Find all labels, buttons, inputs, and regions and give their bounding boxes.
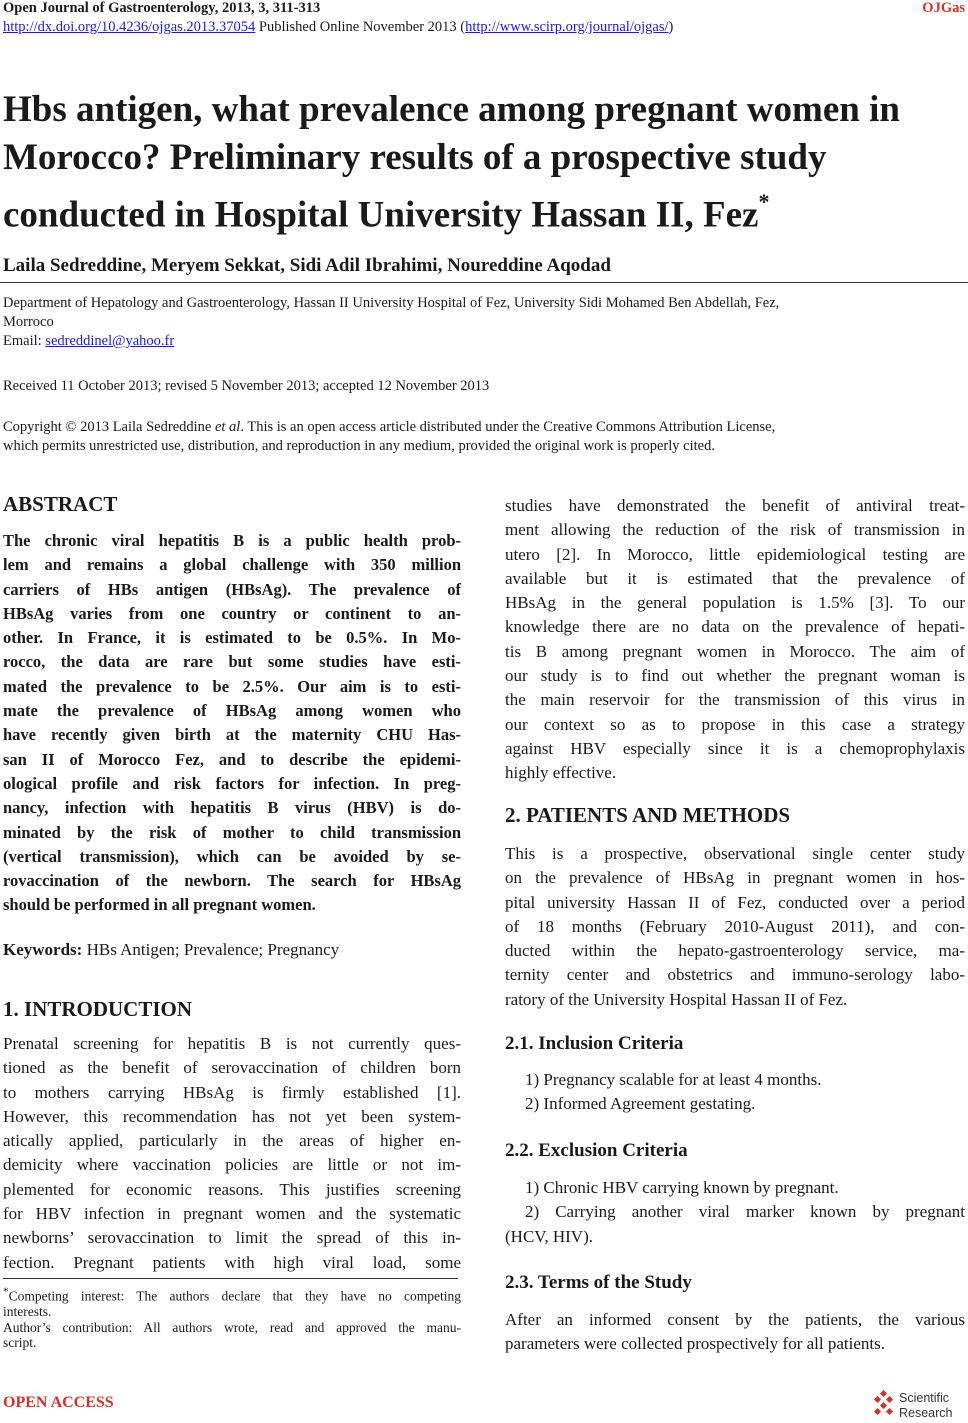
exclusion-heading: 2.2. Exclusion Criteria bbox=[505, 1140, 688, 1161]
terms-body bbox=[505, 1308, 965, 1357]
title-line: Hbs antigen, what prevalence among pregnant women in bbox=[3, 89, 900, 130]
paren-close: ) bbox=[668, 19, 674, 35]
intro-line: knowledge there are no data on the prevalence of hepati- bbox=[505, 617, 965, 637]
intro-line: our context so as to propose in this case a strategy bbox=[505, 714, 965, 734]
footnote-mark: * bbox=[3, 1286, 9, 1298]
doi-line bbox=[3, 19, 673, 36]
abstract-line: The chronic viral hepatitis B is a public health prob- bbox=[3, 531, 461, 550]
email-line bbox=[3, 332, 779, 351]
footnotes bbox=[3, 1285, 461, 1351]
footnote-divider bbox=[3, 1278, 458, 1279]
abstract-line: minated by the risk of mother to child transmission bbox=[3, 822, 461, 842]
intro-line: our study is to find out whether the pregnant woman is bbox=[505, 666, 965, 686]
affiliation bbox=[3, 294, 779, 351]
copyright-line bbox=[3, 418, 775, 437]
exclusion-item: 1) Chronic HBV carrying known by pregnant. bbox=[525, 1178, 839, 1197]
keywords-text: HBs Antigen; Prevalence; Pregnancy bbox=[82, 940, 340, 959]
intro-line: HBsAg in the general population is 1.5% [3]. To our bbox=[505, 593, 965, 613]
methods-line: of 18 months (February 2010-August 2011), and con- bbox=[505, 916, 965, 936]
title-footnote-mark: * bbox=[758, 189, 770, 214]
journal-citation: Open Journal of Gastroenterology, 2013, 3, 311-313 bbox=[3, 0, 321, 16]
exclusion-item: 2) Carrying another viral marker known by pregnant bbox=[525, 1202, 965, 1222]
intro-line: However, this recommendation has not yet been system- bbox=[3, 1106, 461, 1126]
intro-line: newborns’ serovaccination to limit the spread of this in- bbox=[3, 1228, 461, 1248]
intro-line: the main reservoir for the transmission of this virus in bbox=[505, 690, 965, 710]
abstract-line: should be performed in all pregnant women. bbox=[3, 895, 316, 915]
abstract-line: mate the prevalence of HBsAg among women who bbox=[3, 701, 461, 721]
article-title bbox=[3, 86, 963, 239]
introduction-body bbox=[3, 1032, 461, 1275]
affiliation-line: Morroco bbox=[3, 314, 54, 330]
received-dates: Received 11 October 2013; revised 5 November 2013; accepted 12 November 2013 bbox=[3, 378, 490, 394]
inclusion-heading: 2.1. Inclusion Criteria bbox=[505, 1033, 684, 1054]
scientific-research-logo bbox=[872, 1388, 964, 1420]
intro-line: available but it is estimated that the prevalence of bbox=[505, 568, 965, 588]
abstract-line: ological profile and risk factors for infection. In preg- bbox=[3, 773, 461, 793]
introduction-continued bbox=[505, 494, 965, 786]
abstract-body bbox=[3, 529, 461, 918]
copyright-notice bbox=[3, 418, 775, 456]
copyright-text: Copyright © 2013 Laila Sedreddine bbox=[3, 419, 215, 435]
methods-line: ternity center and obstetrics and immuno-serology labo- bbox=[505, 965, 965, 985]
intro-line: highly effective. bbox=[505, 763, 617, 783]
publisher-logo-icon bbox=[872, 1388, 964, 1420]
title-line bbox=[3, 182, 963, 239]
abstract-line: rovaccination of the newborn. The search for HBsAg bbox=[3, 871, 461, 891]
open-access-label: OPEN ACCESS bbox=[3, 1394, 114, 1411]
footnote-line bbox=[3, 1285, 461, 1304]
title-line-text: conducted in Hospital University Hassan II, Fez bbox=[3, 194, 759, 236]
journal-url-link[interactable]: http://www.scirp.org/journal/ojgas/ bbox=[465, 19, 669, 35]
affiliation-line: Department of Hepatology and Gastroenterology, Hassan II University Hospital of Fez, University Sidi Mohamed Ben Abdellah, Fez, bbox=[3, 295, 780, 311]
intro-line: utero [2]. In Morocco, little epidemiological testing are bbox=[505, 544, 965, 564]
methods-heading: 2. PATIENTS AND METHODS bbox=[505, 803, 791, 827]
footnote-text: Competing interest: The authors declare that they have no competing bbox=[8, 1288, 461, 1304]
intro-line: Prenatal screening for hepatitis B is not currently ques- bbox=[3, 1034, 461, 1053]
footnote-line: script. bbox=[3, 1335, 37, 1350]
exclusion-list bbox=[505, 1176, 965, 1249]
exclusion-item-continued: (HCV, HIV). bbox=[505, 1226, 593, 1246]
intro-line: atically applied, particularly in the areas of higher en- bbox=[3, 1131, 461, 1151]
intro-line: for HBV infection in pregnant women and the systematic bbox=[3, 1204, 461, 1224]
terms-line: After an informed consent by the patients, the various bbox=[505, 1310, 965, 1329]
abstract-line: rocco, the data are rare but some studies have esti- bbox=[3, 652, 461, 672]
methods-line: pital university Hassan II of Fez, conducted over a period bbox=[505, 892, 965, 912]
title-line: Morocco? Preliminary results of a prospective study bbox=[3, 137, 827, 178]
author-list: Laila Sedreddine, Meryem Sekkat, Sidi Adil Ibrahimi, Noureddine Aqodad bbox=[3, 255, 611, 276]
methods-body bbox=[505, 842, 965, 1012]
intro-line: fection. Pregnant patients with high viral load, some bbox=[3, 1252, 461, 1272]
journal-abbreviation: OJGas bbox=[922, 0, 965, 16]
footnote-line: interests. bbox=[3, 1304, 52, 1319]
methods-line: ducted within the hepato-gastroenterology service, ma- bbox=[505, 941, 965, 961]
inclusion-item: 2) Informed Agreement gestating. bbox=[525, 1094, 756, 1114]
published-text: Published Online November 2013 ( bbox=[255, 19, 466, 35]
keywords bbox=[3, 938, 461, 962]
footnote-line: Author’s contribution: All authors wrote, read and approved the manu- bbox=[3, 1319, 461, 1335]
methods-line: on the prevalence of HBsAg in pregnant women in hos- bbox=[505, 868, 965, 888]
keywords-label: Keywords: bbox=[3, 940, 83, 959]
email-label: Email: bbox=[3, 333, 46, 349]
inclusion-list bbox=[505, 1068, 965, 1117]
methods-line: This is a prospective, observational single center study bbox=[505, 844, 965, 863]
intro-line: ment allowing the reduction of the risk of transmission in bbox=[505, 520, 965, 540]
intro-line: against HBV especially since it is a chemoprophylaxis bbox=[505, 738, 965, 758]
terms-line: parameters were collected prospectively for all patients. bbox=[505, 1334, 885, 1354]
copyright-etal: et al bbox=[214, 419, 241, 435]
abstract-line: lem and remains a global challenge with 350 million bbox=[3, 555, 461, 575]
intro-line: demicity where vaccination policies are little or not im- bbox=[3, 1155, 461, 1175]
abstract-line: other. In France, it is estimated to be 0.5%. In Mo- bbox=[3, 628, 461, 648]
logo-text-line1: Scientific bbox=[899, 1391, 950, 1405]
doi-link[interactable]: http://dx.doi.org/10.4236/ojgas.2013.37054 bbox=[3, 19, 256, 35]
title-divider bbox=[0, 282, 968, 283]
logo-text-line2: Research bbox=[899, 1406, 953, 1420]
copyright-text: . This is an open access article distributed under the Creative Commons Attribution License, bbox=[240, 419, 776, 435]
intro-line: plemented for economic reasons. This justifies screening bbox=[3, 1179, 461, 1199]
introduction-heading: 1. INTRODUCTION bbox=[3, 997, 193, 1021]
copyright-line: which permits unrestricted use, distribution, and reproduction in any medium, provided the original work is properly cited. bbox=[3, 438, 715, 454]
abstract-line: (vertical transmission), which can be avoided by se- bbox=[3, 846, 461, 866]
intro-line: to mothers carrying HBsAg is firmly established [1]. bbox=[3, 1082, 461, 1102]
abstract-line: have recently given birth at the maternity CHU Has- bbox=[3, 725, 461, 745]
terms-heading: 2.3. Terms of the Study bbox=[505, 1272, 692, 1293]
inclusion-item: 1) Pregnancy scalable for at least 4 months. bbox=[525, 1070, 822, 1089]
abstract-heading: ABSTRACT bbox=[3, 492, 118, 516]
abstract-line: san II of Morocco Fez, and to describe the epidemi- bbox=[3, 749, 461, 769]
abstract-line: HBsAg varies from one country or continent to an- bbox=[3, 603, 461, 623]
methods-line: ratory of the University Hospital Hassan II of Fez. bbox=[505, 989, 848, 1009]
abstract-line: mated the prevalence to be 2.5%. Our aim is to esti- bbox=[3, 676, 461, 696]
intro-line: tioned as the benefit of serovaccination of children born bbox=[3, 1058, 461, 1078]
intro-line: tis B among pregnant women in Morocco. The aim of bbox=[505, 641, 965, 661]
abstract-line: nancy, infection with hepatitis B virus (HBV) is do- bbox=[3, 798, 461, 818]
abstract-line: carriers of HBs antigen (HBsAg). The prevalence of bbox=[3, 579, 461, 599]
email-link[interactable]: sedreddinel@yahoo.fr bbox=[45, 333, 175, 349]
intro-line: studies have demonstrated the benefit of antiviral treat- bbox=[505, 496, 965, 515]
